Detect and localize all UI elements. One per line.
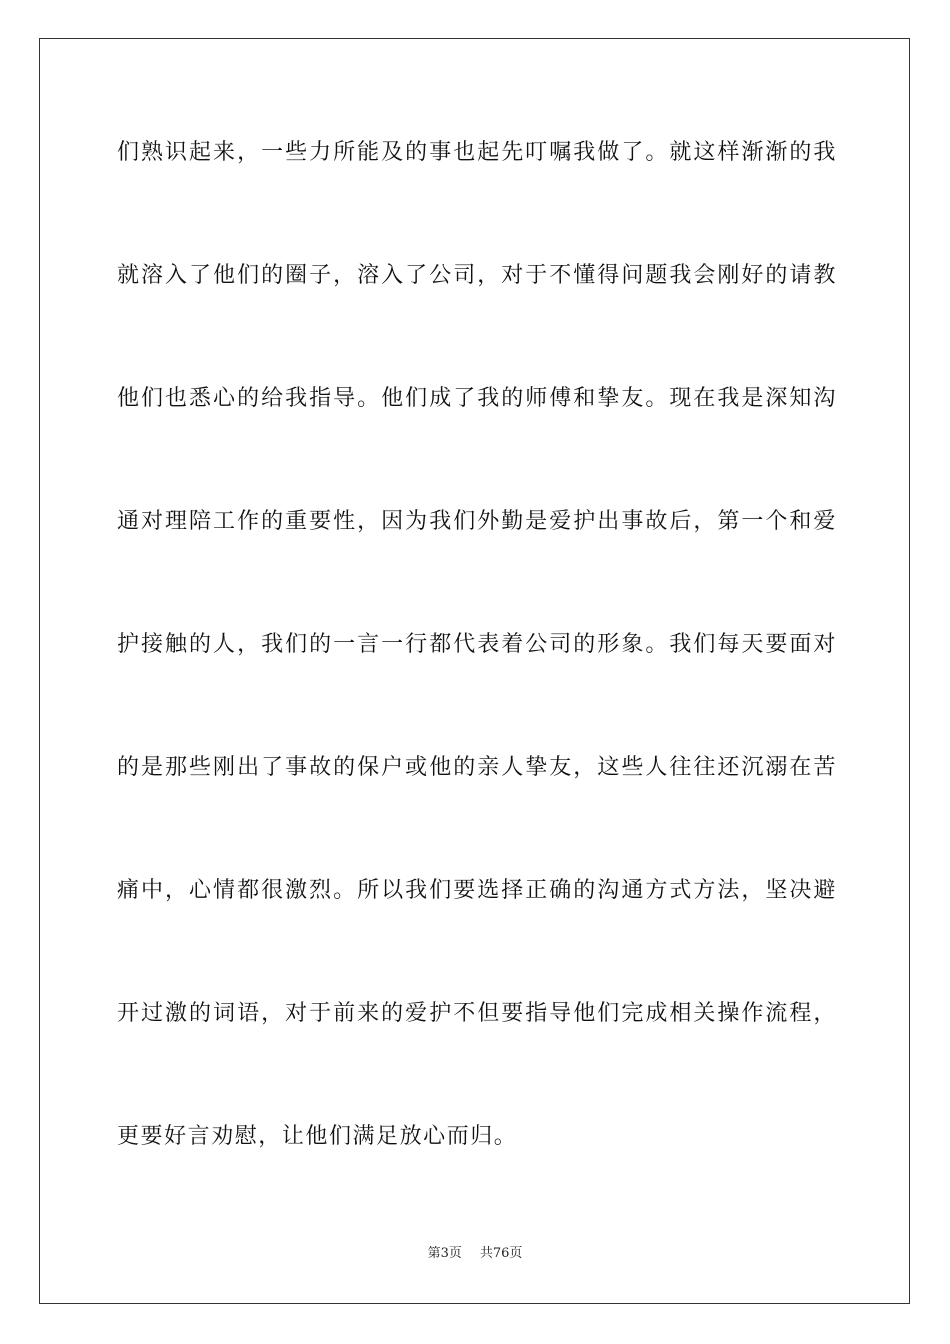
text-line-1: 们熟识起来，一些力所能及的事也起先叮嘱我做了。就这样渐渐的我: [117, 140, 837, 165]
text-line-3: 他们也悉心的给我指导。他们成了我的师傅和挚友。现在我是深知沟: [117, 386, 837, 411]
text-line-5: 护接触的人，我们的一言一行都代表着公司的形象。我们每天要面对: [117, 632, 837, 657]
text-line-2: 就溶入了他们的圈子，溶入了公司，对于不懂得问题我会刚好的请教: [117, 263, 837, 288]
text-line-8: 开过激的词语，对于前来的爱护不但要指导他们完成相关操作流程，: [117, 1001, 837, 1026]
text-line-6: 的是那些刚出了事故的保户或他的亲人挚友，这些人往往还沉溺在苦: [117, 755, 837, 780]
text-line-4: 通对理陪工作的重要性，因为我们外勤是爱护出事故后，第一个和爱: [117, 509, 837, 534]
text-line-9: 更要好言劝慰，让他们满足放心而归。: [117, 1124, 518, 1149]
page-number: 第3页: [427, 1246, 462, 1261]
text-line-7: 痛中，心情都很激烈。所以我们要选择正确的沟通方式方法，坚决避: [117, 878, 837, 903]
page-footer: [0, 1245, 950, 1263]
page-total: 共76页: [479, 1246, 523, 1261]
